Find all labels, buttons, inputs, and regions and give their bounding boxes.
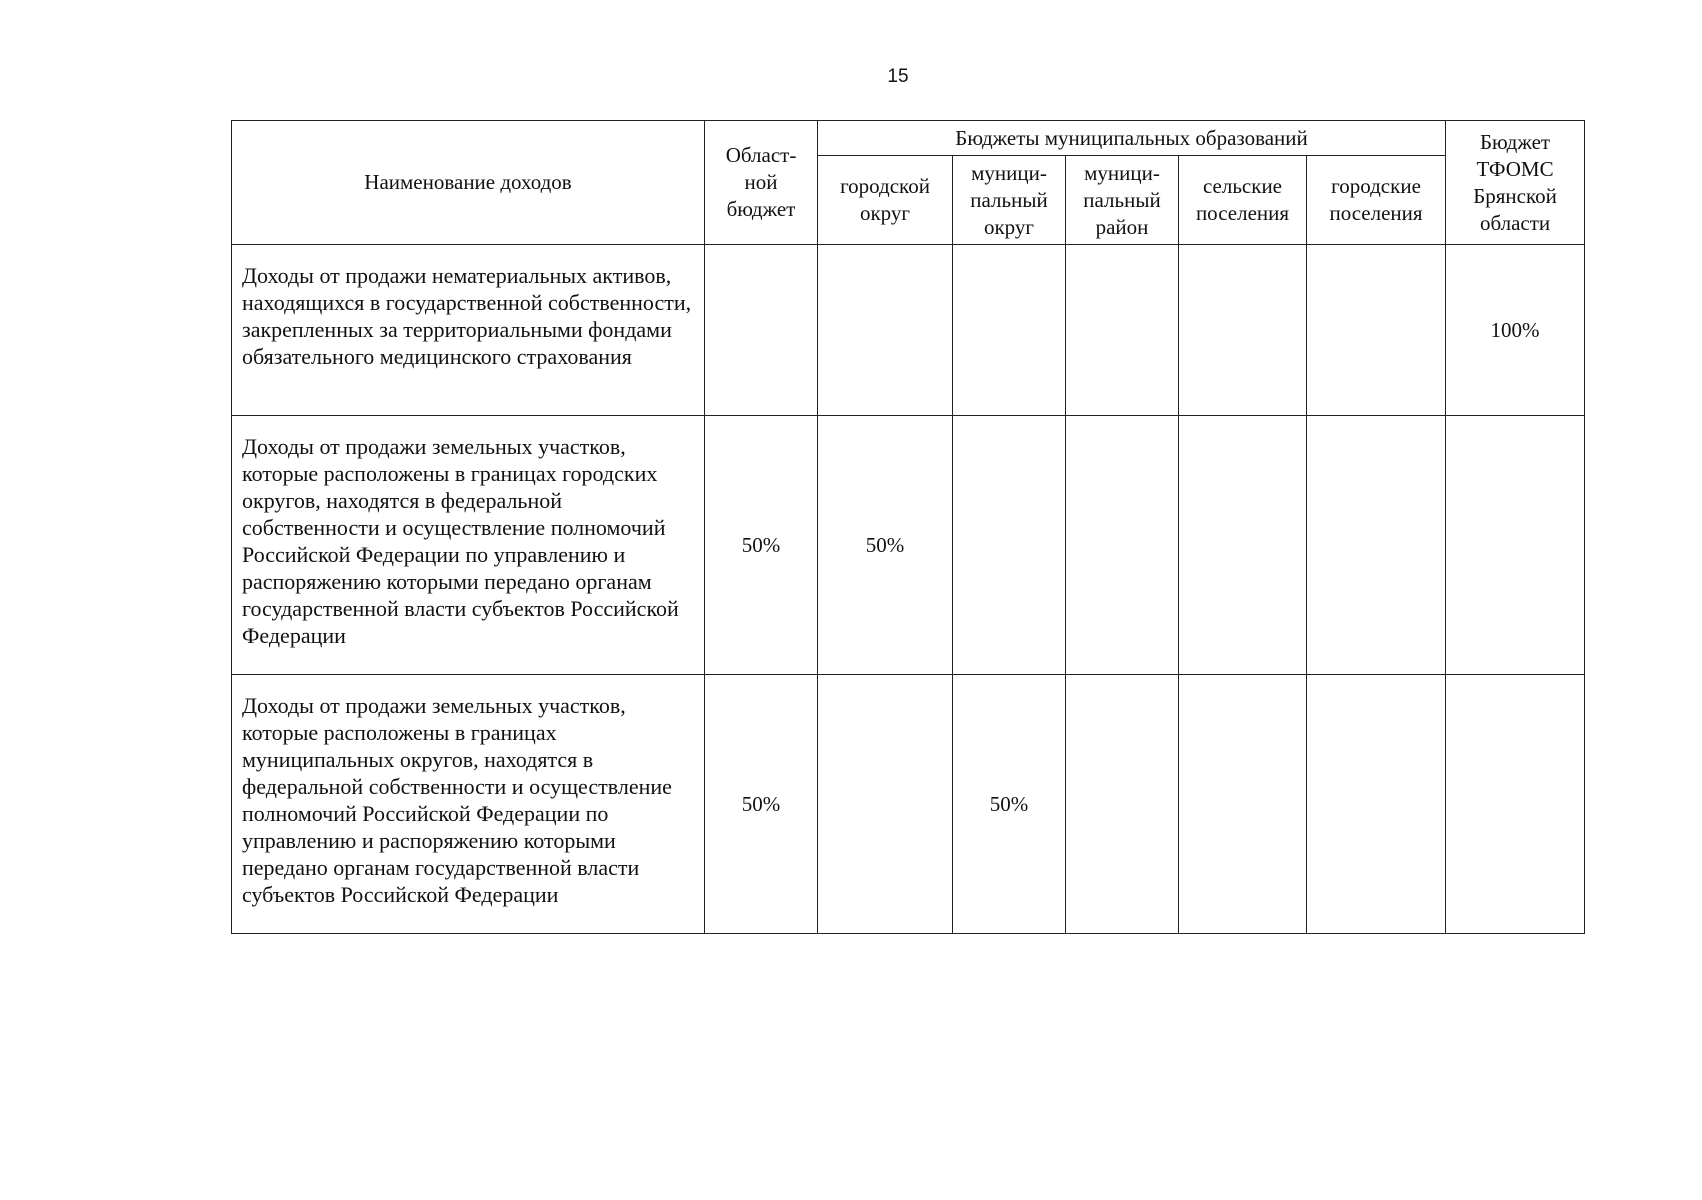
header-rural-settlements: сельские поселения [1179, 156, 1307, 245]
header-city-district: городской округ [818, 156, 953, 245]
value-cell [1307, 245, 1446, 416]
value-cell [1307, 416, 1446, 675]
value-cell [953, 245, 1066, 416]
value-cell [1066, 416, 1179, 675]
table-row [232, 245, 1585, 416]
income-name-cell: Доходы от продажи земельных участков, которые расположены в границах городских округов, находятся в федеральной собственности и осуществление полномочий Российской Федерации по управлению и распоряжению которыми передано органам государственной власти субъектов Российской Федерации [232, 416, 705, 675]
value-cell [1179, 245, 1307, 416]
table-row [232, 416, 1585, 675]
value-cell [1179, 416, 1307, 675]
value-cell [1066, 245, 1179, 416]
header-income-name: Наименование доходов [232, 121, 705, 245]
value-cell [1307, 675, 1446, 934]
value-cell: 100% [1446, 245, 1585, 416]
header-municipal-raion: муници- пальный район [1066, 156, 1179, 245]
value-cell [953, 416, 1066, 675]
value-cell [818, 675, 953, 934]
value-cell: 50% [953, 675, 1066, 934]
header-tfoms-budget: Бюджет ТФОМС Брянской области [1446, 121, 1585, 245]
value-cell [1446, 675, 1585, 934]
value-cell [1446, 416, 1585, 675]
income-name-cell: Доходы от продажи нематериальных активов, находящихся в государственной собственности, закрепленных за территориальными фондами обязательного медицинского страхования [232, 245, 705, 416]
value-cell [1179, 675, 1307, 934]
income-distribution-table [231, 120, 1585, 934]
header-urban-settlements: городские поселения [1307, 156, 1446, 245]
header-regional-budget: Област- ной бюджет [705, 121, 818, 245]
value-cell [705, 245, 818, 416]
header-municipal-okrug: муници- пальный округ [953, 156, 1066, 245]
value-cell: 50% [818, 416, 953, 675]
income-name-cell: Доходы от продажи земельных участков, которые расположены в границах муниципальных округов, находятся в федеральной собственности и осуществление полномочий Российской Федерации по управлению и распоряжению которыми передано органам государственной власти субъектов Российской Федерации [232, 675, 705, 934]
value-cell [1066, 675, 1179, 934]
table-row [232, 675, 1585, 934]
value-cell: 50% [705, 675, 818, 934]
page-number: 15 [887, 66, 909, 87]
value-cell: 50% [705, 416, 818, 675]
header-municipal-budgets: Бюджеты муниципальных образований [818, 121, 1446, 156]
value-cell [818, 245, 953, 416]
